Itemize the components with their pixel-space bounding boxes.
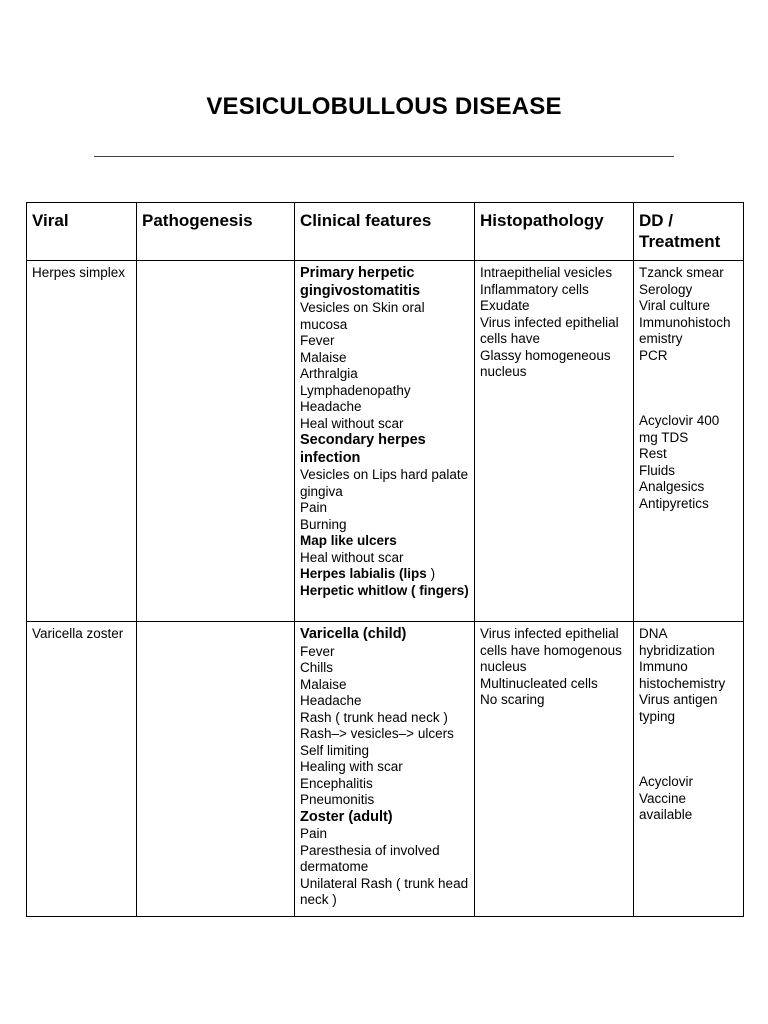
dd-item: PCR [639,347,668,363]
clinical-item: Fever [300,333,335,348]
spacer [639,725,738,774]
cell-histopathology [475,261,634,622]
histo-item: Virus infected epithelial cells have homogenous nucleus [480,626,622,674]
clinical-item: Vesicles on Lips hard palate gingiva [300,467,469,499]
clinical-item: Pneumonitis [300,792,375,807]
disease-table [26,202,744,917]
clinical-item: Healing with scar [300,759,403,774]
treatment-item: Analgesics [639,479,705,494]
clinical-item: Pain [300,500,328,515]
page-title: VESICULOBULLOUS DISEASE [206,93,562,120]
clinical-item: Lymphadenopathy [300,382,411,398]
clinical-item-tail: ) [426,566,436,581]
cell-clinical-features [295,622,475,917]
table-header-row [27,203,744,261]
spacer [639,364,738,413]
cell-clinical-features [295,261,475,622]
clinical-item-bold: Herpetic whitlow ( fingers) [300,582,469,598]
dd-item: DNA hybridization [639,626,715,658]
subheading-secondary: Secondary herpes infection [300,432,426,466]
clinical-item: Encephalitis [300,775,373,791]
histo-item: Inflammatory cells [480,281,589,297]
treatment-item: Rest [639,446,667,461]
clinical-item: Headache [300,399,362,414]
clinical-item: Unilateral Rash ( trunk head neck ) [300,875,469,907]
header-dd-treatment: DD / Treatment [634,203,744,261]
clinical-item: Burning [300,516,347,532]
table-row-varicella-zoster [27,622,744,917]
header-clinical-features: Clinical features [295,203,475,261]
cell-pathogenesis [137,261,295,622]
cell-pathogenesis [137,622,295,917]
subheading-zoster: Zoster (adult) [300,808,393,825]
dd-item: Immunohistoch emistry [639,314,731,346]
treatment-item: Vaccine available [639,790,693,822]
clinical-item: Malaise [300,676,347,692]
subheading-varicella: Varicella (child) [300,626,407,642]
cell-histopathology [475,622,634,917]
cell-dd-treatment [634,261,744,622]
histo-item: Multinucleated cells [480,675,598,691]
clinical-item-bold: Herpes labialis (lips [300,566,427,581]
clinical-item: Self limiting [300,742,370,758]
treatment-item: Antipyretics [639,495,709,511]
clinical-item: Paresthesia of involved dermatome [300,842,440,874]
dd-item: Virus antigen typing [639,692,718,724]
clinical-item: Heal without scar [300,415,404,431]
header-histopathology: Histopathology [475,203,634,261]
cell-viral-name: Varicella zoster [27,622,137,917]
title-divider [94,156,674,157]
histo-item: Intraepithelial vesicles [480,265,613,280]
dd-item: Serology [639,281,693,297]
header-viral: Viral [27,203,137,261]
clinical-item: Chills [300,660,334,675]
clinical-item: Arthralgia [300,366,358,381]
dd-item: Immuno histochemistry [639,659,726,691]
histo-item: Glassy homogeneous nucleus [480,347,611,379]
clinical-item: Pain [300,826,328,841]
treatment-item: Acyclovir 400 mg TDS [639,413,720,445]
clinical-item: Rash–> vesicles–> ulcers [300,726,454,741]
clinical-item: Rash ( trunk head neck ) [300,709,448,725]
cell-dd-treatment [634,622,744,917]
clinical-item: Heal without scar [300,549,404,565]
subheading-primary: Primary herpetic gingivostomatitis [300,265,421,299]
clinical-item: Malaise [300,349,347,365]
cell-viral-name: Herpes simplex [27,261,137,622]
clinical-item: Vesicles on Skin oral mucosa [300,300,425,332]
dd-item: Tzanck smear [639,265,724,280]
clinical-item: Headache [300,693,362,708]
clinical-item-bold: Map like ulcers [300,533,397,548]
histo-item: Exudate [480,298,530,313]
clinical-item-labialis [300,566,469,583]
histo-item: No scaring [480,692,545,707]
dd-item: Viral culture [639,298,711,313]
clinical-item: Fever [300,643,335,659]
treatment-item: Fluids [639,462,676,478]
table-row-herpes-simplex [27,261,744,622]
treatment-item: Acyclovir [639,774,694,789]
histo-item: Virus infected epithelial cells have [480,314,619,346]
header-pathogenesis: Pathogenesis [137,203,295,261]
